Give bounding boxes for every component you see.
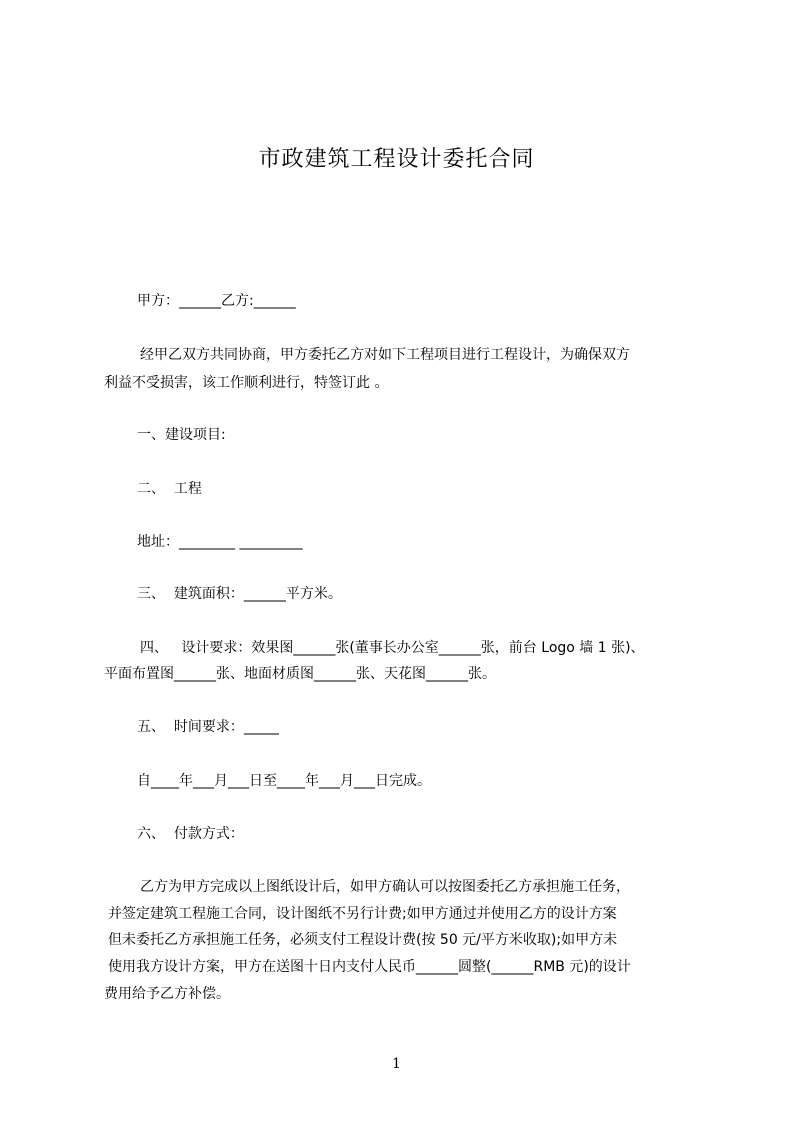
parties-line: 甲方：______乙方:______ [137,293,296,309]
document-title: 市政建筑工程设计委托合同 [258,147,535,172]
schedule-line: 自____年___月___日至____年___月___日完成。 [137,773,431,789]
payment-line-1: 乙方为甲方完成以上图纸设计后，如甲方确认可以按图委托乙方承担施工任务， [140,879,630,895]
section-5-heading: 五、 时间要求：_____ [137,719,279,735]
address-line: 地址：________ _________ [137,534,303,550]
intro-line-1: 经甲乙双方共同协商，甲方委托乙方对如下工程项目进行工程设计，为确保双方 [140,347,630,363]
payment-line-5: 费用给予乙方补偿。 [104,986,230,1002]
payment-line-3: 但未委托乙方承担施工任务，必须支付工程设计费(按 50 元/平方米收取);如甲方未 [108,932,618,948]
intro-line-2: 利益不受损害，该工作顺利进行，特签订此 。 [104,375,389,391]
page-number: 1 [392,1056,401,1072]
section-4-line-2: 平面布置图______张、地面材质图______张、天花图______张。 [104,666,496,682]
section-2-heading: 二、 工程 [137,481,202,497]
section-4-line-1: 四、 设计要求：效果图______张(董事长办公室______张，前台 Logo 墙 1 张)、 [140,640,645,656]
section-1-heading: 一、建设项目: [137,427,226,443]
payment-line-4: 使用我方设计方案，甲方在送图十日内支付人民币______圆整(______RMB 元)的设计 [108,959,631,975]
payment-line-2: 并签定建筑工程施工合同，设计图纸不另行计费;如甲方通过并使用乙方的设计方案 [108,906,617,922]
section-3-heading: 三、 建筑面积：______平方米。 [137,586,342,602]
section-6-heading: 六、 付款方式： [137,826,244,842]
